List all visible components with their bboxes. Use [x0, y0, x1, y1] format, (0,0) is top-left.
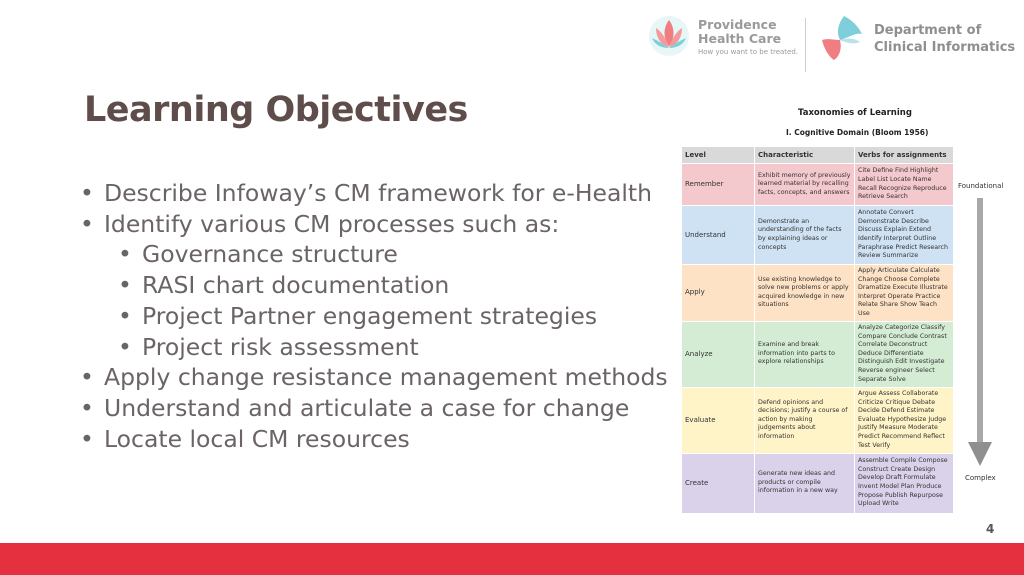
bullet-icon: • [118, 271, 132, 300]
objective-item [80, 393, 680, 424]
verbs-cell: Analyze Categorize Classify Compare Conclude Contrast Correlate Deconstruct Deduce Differentiate Distinguish Edit Investigate Reverse engineer Select Separate Solve [855, 321, 954, 387]
level-cell: Apply [682, 265, 755, 322]
bullet-icon: • [118, 240, 132, 269]
characteristic-cell: Generate new ideas and products or compile information in a new way [755, 453, 855, 513]
down-arrow-icon [968, 198, 992, 466]
level-cell: Remember [682, 164, 755, 206]
table-row [682, 387, 954, 453]
objectives-list [80, 178, 680, 454]
characteristic-cell: Demonstrate an understanding of the facts by explaining ideas or concepts [755, 206, 855, 265]
objective-text: Governance structure [142, 240, 398, 269]
level-cell: Understand [682, 206, 755, 265]
table-row [682, 164, 954, 206]
table-header-row [682, 147, 954, 164]
taxonomy-title: Taxonomies of Learning [798, 108, 912, 118]
bullet-icon: • [80, 209, 94, 238]
clinical-informatics-logo [818, 14, 1018, 66]
bullet-icon: • [118, 332, 132, 361]
level-cell: Evaluate [682, 387, 755, 453]
bullet-icon: • [80, 179, 94, 207]
objective-item [80, 362, 680, 393]
verbs-cell: Assemble Compile Compose Construct Create Design Develop Draft Formulate Invent Model Plan Produce Propose Publish Repurpose Upload Write [855, 453, 954, 513]
objective-text: Understand and articulate a case for change [104, 393, 630, 422]
table-row [682, 321, 954, 387]
complex-label: Complex [965, 474, 996, 482]
bullet-icon: • [80, 363, 94, 392]
verbs-cell: Cite Define Find Highlight Label List Locate Name Recall Recognize Reproduce Retrieve Search [855, 164, 954, 206]
footer-bar [0, 543, 1024, 575]
objective-item [80, 178, 680, 209]
objective-item [80, 209, 680, 240]
bullet-icon: • [118, 301, 132, 330]
slide-title: Learning Objectives [84, 90, 468, 130]
objective-text: Project Partner engagement strategies [142, 301, 598, 330]
objective-subitem [80, 301, 680, 332]
table-row [682, 265, 954, 322]
lotus-icon [648, 14, 690, 58]
phc-name: Providence Health Care [698, 17, 782, 46]
objective-subitem [80, 239, 680, 270]
characteristic-cell: Examine and break information into parts to explore relationships [755, 321, 855, 387]
level-cell: Create [682, 453, 755, 513]
verbs-cell: Argue Assess Collaborate Criticize Critique Debate Decide Defend Estimate Evaluate Hypothesize Judge Justify Measure Moderate Predict Recommend Reflect Test Verify [855, 387, 954, 453]
logo-divider [805, 18, 806, 72]
dci-name: Department of Clinical Informatics [874, 23, 1016, 55]
objective-text: RASI chart documentation [142, 271, 450, 300]
objective-text: Apply change resistance management methods [104, 363, 668, 392]
foundational-label: Foundational [958, 182, 1004, 190]
objective-subitem [80, 332, 680, 363]
characteristic-cell: Defend opinions and decisions; justify a course of action by making judgements about information [755, 387, 855, 453]
objective-text: Project risk assessment [142, 332, 419, 361]
objective-text: Identify various CM processes such as: [104, 209, 560, 238]
objective-subitem [80, 270, 680, 301]
characteristic-cell: Use existing knowledge to solve new problems or apply acquired knowledge in new situations [755, 265, 855, 322]
objective-text: Describe Infoway’s CM framework for e-Health [104, 179, 653, 207]
phc-tagline: How you want to be treated. [698, 48, 799, 56]
informatics-mark-icon [818, 14, 864, 62]
providence-health-care-logo [648, 14, 798, 62]
bloom-taxonomy-table [681, 146, 954, 514]
header-characteristic: Characteristic [755, 147, 855, 164]
table-row [682, 453, 954, 513]
verbs-cell: Apply Articulate Calculate Change Choose Complete Dramatize Execute Illustrate Interpret Operate Practice Relate Share Show Teach Use [855, 265, 954, 322]
verbs-cell: Annotate Convert Demonstrate Describe Discuss Explain Extend Identify Interpret Outline Paraphrase Predict Research Review Summarize [855, 206, 954, 265]
bullet-icon: • [80, 424, 94, 453]
level-cell: Analyze [682, 321, 755, 387]
taxonomy-subtitle: I. Cognitive Domain (Bloom 1956) [786, 128, 929, 137]
header-verbs: Verbs for assignments [855, 147, 954, 164]
characteristic-cell: Exhibit memory of previously learned material by recalling facts, concepts, and answers [755, 164, 855, 206]
bullet-icon: • [80, 393, 94, 422]
header-level: Level [682, 147, 755, 164]
table-row [682, 206, 954, 265]
page-number: 4 [986, 522, 995, 536]
objective-item [80, 424, 680, 455]
objective-text: Locate local CM resources [104, 424, 410, 453]
